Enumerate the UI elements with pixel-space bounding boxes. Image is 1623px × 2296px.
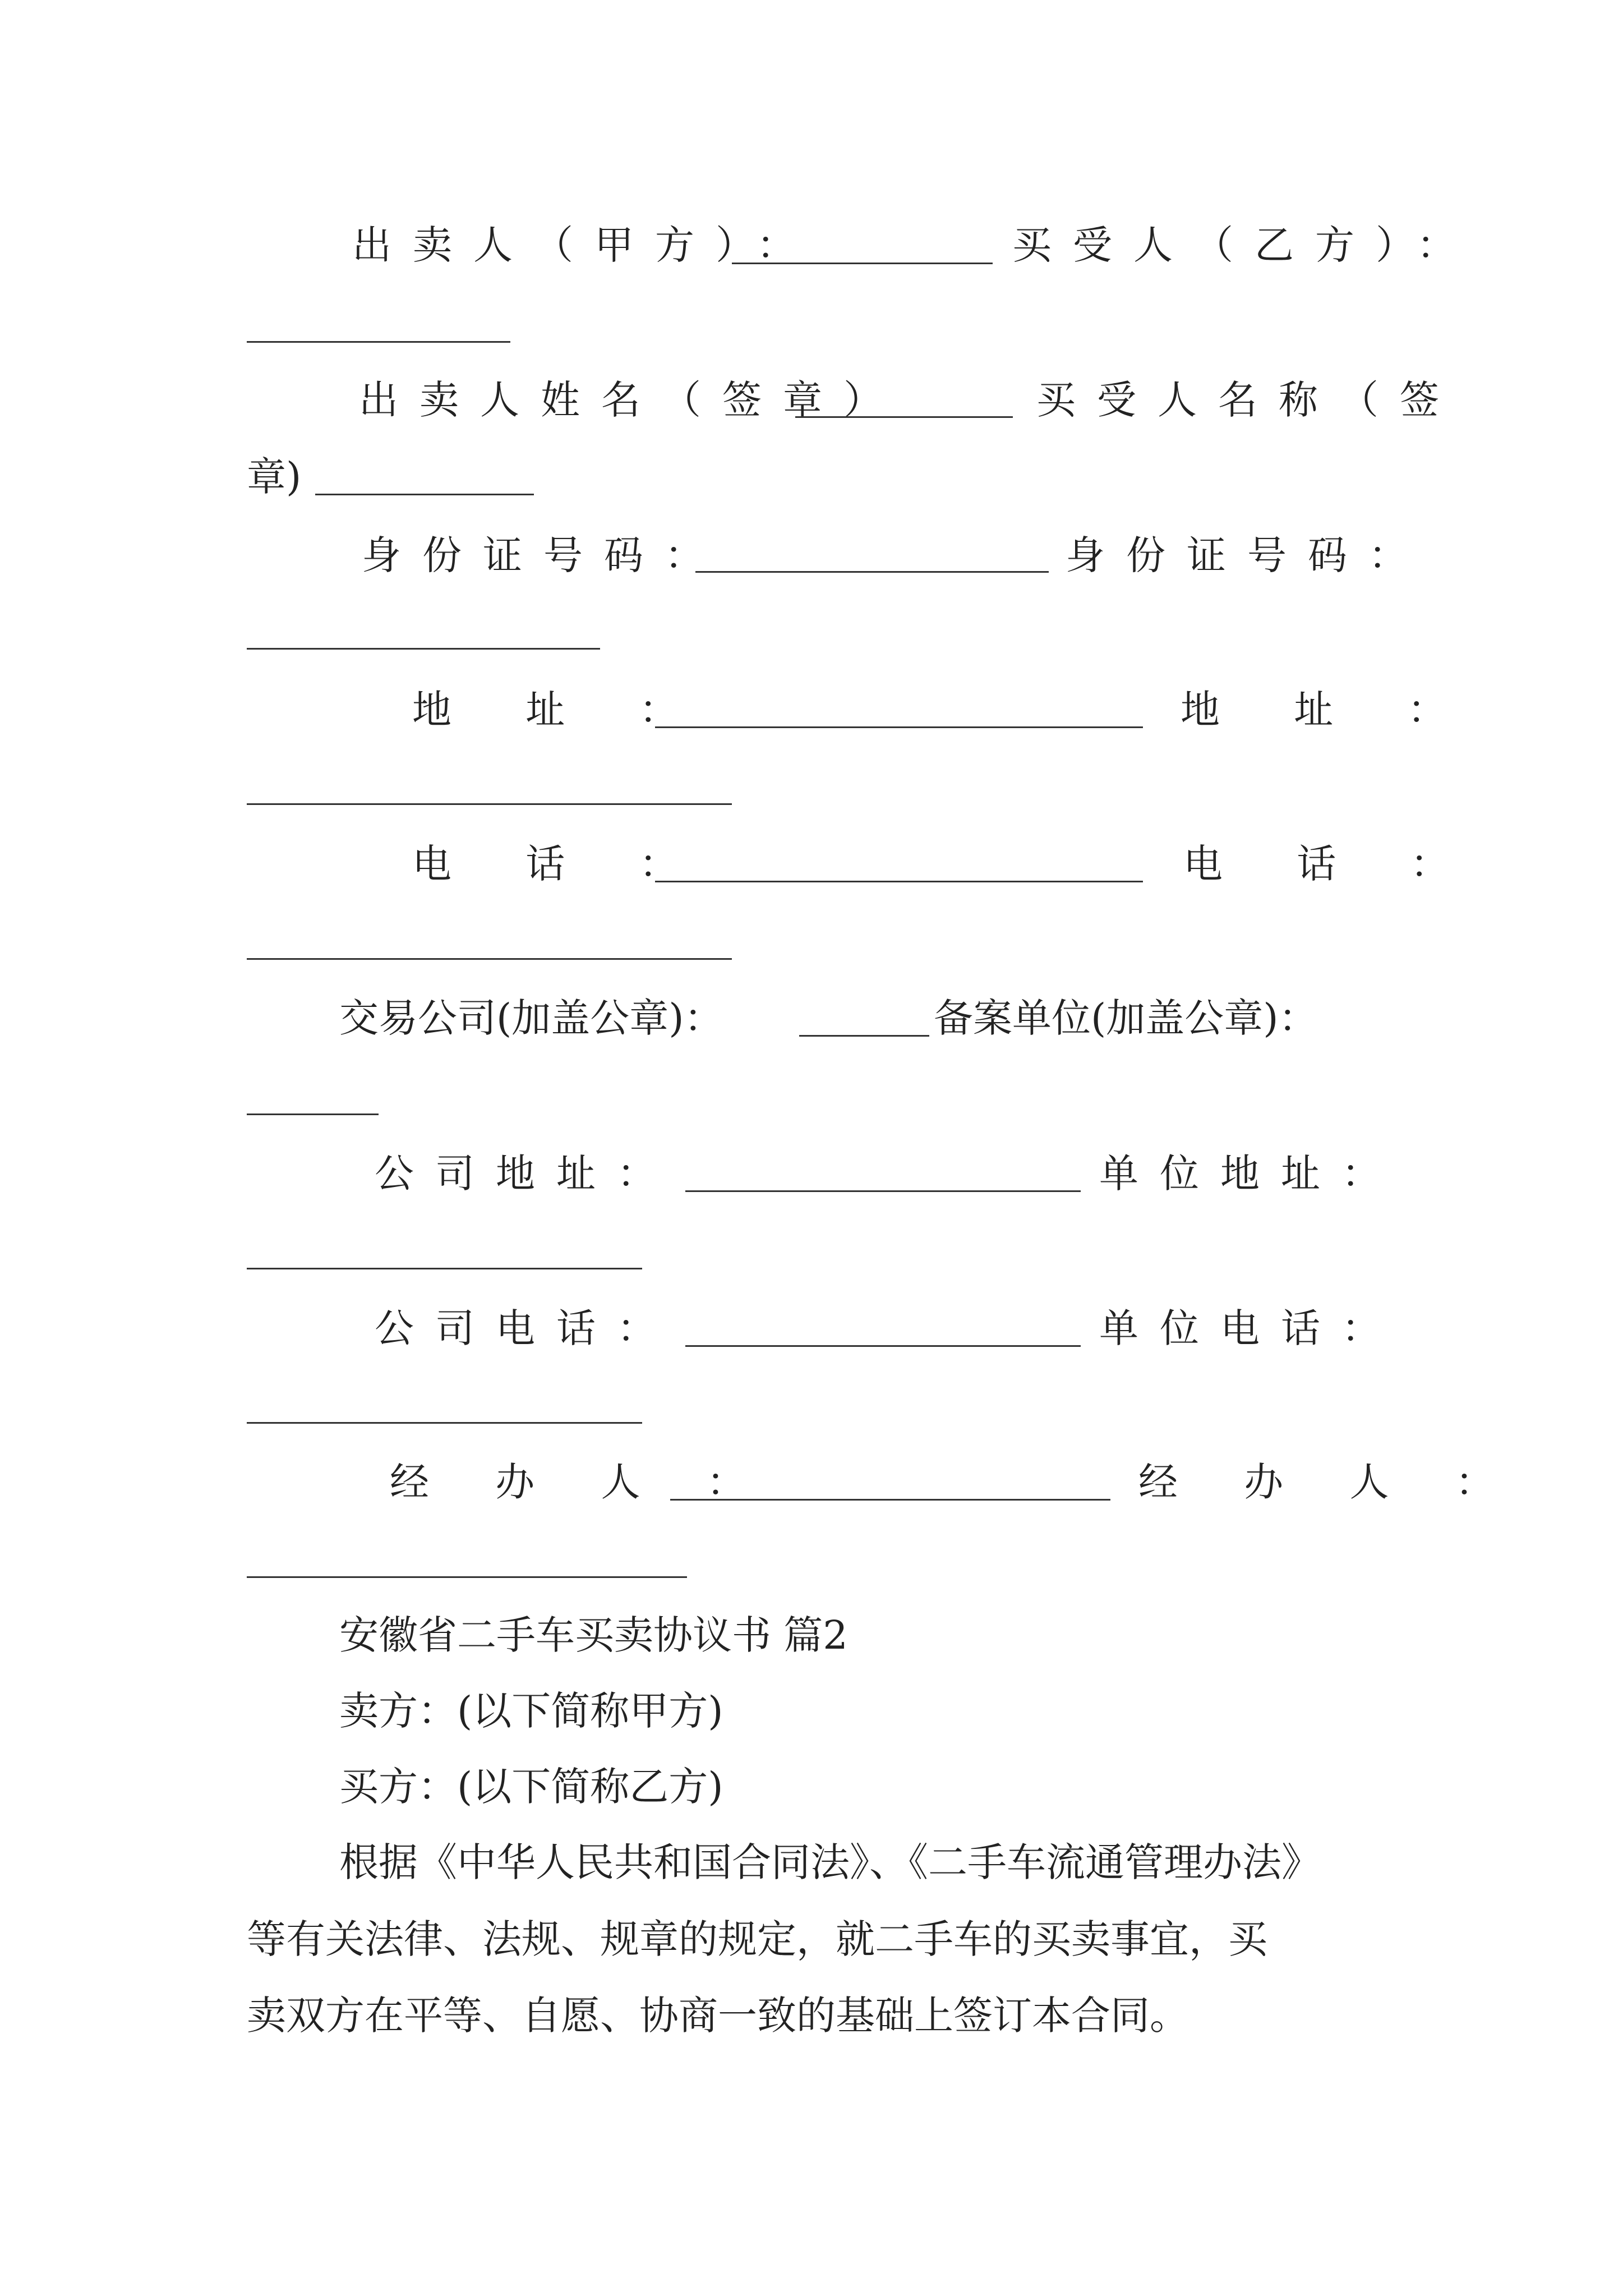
body-paragraph-line-3: 卖双方在平等、自愿、协商一致的基础上签订本合同。 (247, 1993, 1189, 2039)
company-phone-blank[interactable] (685, 1345, 1081, 1347)
buyer-agent-label: 经 办 人 ： (1138, 1459, 1521, 1505)
buyer-id-label: 身份证号码： (1066, 532, 1429, 578)
seller-phone-label: 电 话 ： (412, 841, 709, 887)
buyer-party-label: 买受人（乙方）： (1012, 222, 1477, 268)
buyer-phone-label: 电 话 ： (1183, 841, 1481, 887)
unit-address-blank[interactable] (247, 1268, 642, 1269)
seller-phone-blank[interactable] (655, 881, 1143, 882)
buyer-name-blank[interactable] (315, 494, 534, 495)
seller-agent-blank[interactable] (670, 1499, 1110, 1501)
buyer-address-blank[interactable] (247, 803, 732, 805)
buyer-name-label: 买受人名称（签 (1036, 377, 1460, 423)
trading-company-blank[interactable] (799, 1035, 929, 1037)
buyer-address-label: 地 址 ： (1181, 687, 1478, 733)
body-paragraph-line-2: 等有关法律、法规、规章的规定，就二手车的买卖事宜，买 (247, 1916, 1267, 1962)
unit-phone-blank[interactable] (247, 1422, 642, 1424)
buyer-phone-blank[interactable] (247, 958, 732, 960)
filing-unit-label: 备案单位(加盖公章)： (934, 995, 1318, 1041)
company-address-label: 公司地址： (375, 1151, 677, 1197)
body-paragraph-line-1: 根据《中华人民共和国合同法》、《二手车流通管理办法》 (339, 1839, 1321, 1885)
seller-id-blank[interactable] (695, 571, 1049, 573)
unit-address-label: 单位地址： (1099, 1151, 1402, 1197)
buyer-party-blank[interactable] (247, 341, 510, 343)
company-phone-label: 公司电话： (375, 1305, 677, 1351)
company-address-blank[interactable] (685, 1190, 1081, 1192)
buyer-agent-blank[interactable] (247, 1576, 687, 1578)
seller-party-blank[interactable] (732, 263, 993, 264)
seller-party-label: 出卖人（甲方）： (352, 222, 817, 268)
seller-agent-label: 经 办 人 ： (390, 1459, 773, 1505)
seller-name-blank[interactable] (795, 416, 1013, 418)
buyer-id-blank[interactable] (247, 648, 600, 650)
seller-line: 卖方：(以下简称甲方) (339, 1688, 723, 1734)
seller-address-label: 地 址 ： (412, 687, 709, 733)
seller-address-blank[interactable] (655, 726, 1143, 728)
filing-unit-blank[interactable] (247, 1114, 379, 1115)
section-heading: 安徽省二手车买卖协议书 篇2 (339, 1612, 848, 1658)
unit-phone-label: 单位电话： (1099, 1305, 1402, 1351)
seller-name-label: 出卖人姓名（签章） (359, 377, 904, 423)
buyer-name-label-continuation: 章) (247, 454, 302, 500)
buyer-line: 买方：(以下简称乙方) (339, 1764, 723, 1810)
seller-id-label: 身份证号码： (362, 532, 725, 578)
trading-company-label: 交易公司(加盖公章)： (339, 995, 723, 1041)
